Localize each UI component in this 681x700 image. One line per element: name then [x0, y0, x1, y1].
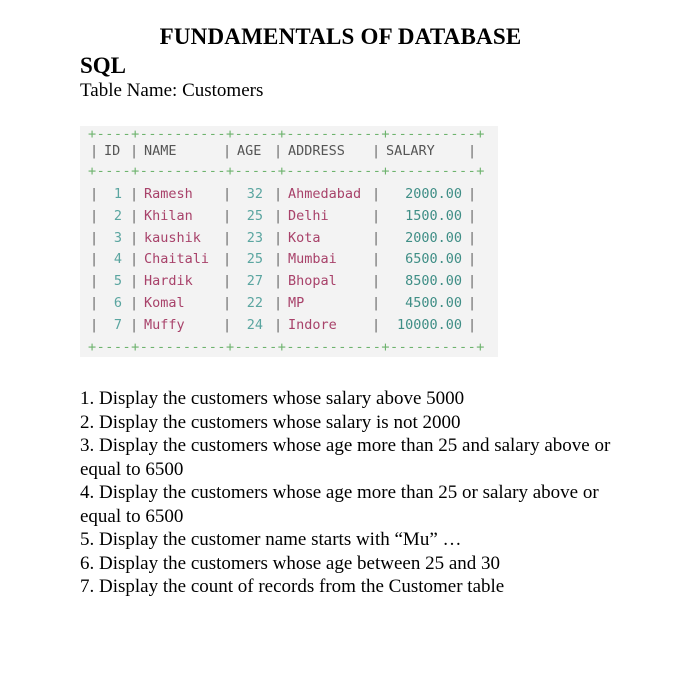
header-address: ADDRESS [288, 143, 345, 159]
cell-address: Delhi [288, 207, 329, 224]
cell-id: 4 [113, 251, 122, 268]
cell-age: 23 [246, 229, 263, 246]
cell-name: Muffy [144, 316, 185, 333]
cell-salary: 6500.00 [405, 251, 462, 268]
header-id: ID [104, 143, 121, 159]
cell-address: Bhopal [288, 273, 337, 290]
cell-id: 1 [113, 186, 122, 202]
question-item: 5. Display the customer name starts with “Mu” … [80, 529, 462, 550]
cell-address: Kota [288, 229, 321, 246]
cell-age: 25 [246, 251, 263, 268]
header-age: AGE [237, 143, 262, 159]
section-heading: SQL [80, 53, 127, 78]
cell-id: 6 [113, 295, 122, 311]
question-item: 7. Display the count of records from the Customer table [80, 576, 505, 597]
table-border-bottom: +----+----------+-----+-----------+----------+ [88, 339, 485, 355]
cell-salary: 4500.00 [405, 295, 462, 311]
cell-name: Ramesh [144, 186, 193, 202]
question-list [80, 387, 640, 599]
cell-age: 25 [246, 207, 263, 224]
cell-id: 3 [113, 229, 122, 246]
cell-age: 32 [246, 186, 263, 202]
cell-id: 7 [113, 316, 122, 333]
question-item: 3. Display the customers whose age more than 25 and salary above or equal to 6500 [80, 435, 611, 480]
cell-address: Mumbai [288, 251, 337, 268]
table-border-mid: +----+----------+-----+-----------+----------+ [88, 163, 485, 179]
cell-address: Indore [288, 316, 337, 333]
question-item: 1. Display the customers whose salary above 5000 [80, 388, 465, 409]
document-title: FUNDAMENTALS OF DATABASE [159, 24, 522, 49]
question-item: 6. Display the customers whose age between 25 and 30 [80, 552, 501, 574]
cell-name: Hardik [144, 273, 193, 290]
cell-age: 24 [246, 316, 263, 333]
table-border-top: +----+----------+-----+-----------+----------+ [88, 126, 485, 142]
table-name-label: Table Name: Customers [80, 80, 264, 101]
header-name: NAME [144, 143, 177, 159]
cell-age: 27 [246, 273, 263, 290]
question-item: 4. Display the customers whose age more than 25 or salary above or equal to 6500 [80, 482, 599, 527]
cell-age: 22 [246, 295, 263, 311]
cell-id: 2 [113, 207, 122, 224]
cell-name: Khilan [144, 207, 193, 224]
cell-salary: 2000.00 [405, 186, 462, 202]
cell-name: Komal [144, 295, 185, 311]
customers-table-image: +----+----------+-----+-----------+----------+ | ID | NAME | AGE | ADDRESS | SALARY | +----+----------+-----+-----------+----------+ | | | | | | 1 Ramesh 32 Ahmedabad 2000.00 | | | | | | 2 Khilan 25 Delhi 1500.00 | | | | | | 3 kaushik 23 Kota 2000.00 | | | | | | 4 Chaitali 25 Mumbai 6500.00 | | | | | | 5 Hardik 27 Bhopal 8500.00 | | | | | | 6 Komal 22 MP 4500.00 | | | | | | 7 Muffy 24 Indore 10000.00 +----+----------+-----+-----------+----------+ [80, 126, 498, 357]
cell-address: Ahmedabad [288, 186, 362, 202]
header-salary: SALARY [386, 143, 435, 159]
cell-salary: 8500.00 [405, 273, 462, 290]
cell-name: Chaitali [144, 251, 210, 268]
question-item: 2. Display the customers whose salary is not 2000 [80, 411, 461, 433]
cell-name: kaushik [144, 229, 201, 246]
cell-id: 5 [113, 273, 122, 290]
cell-salary: 2000.00 [405, 229, 462, 246]
cell-address: MP [288, 295, 305, 311]
cell-salary: 10000.00 [396, 316, 462, 333]
cell-salary: 1500.00 [405, 207, 462, 224]
